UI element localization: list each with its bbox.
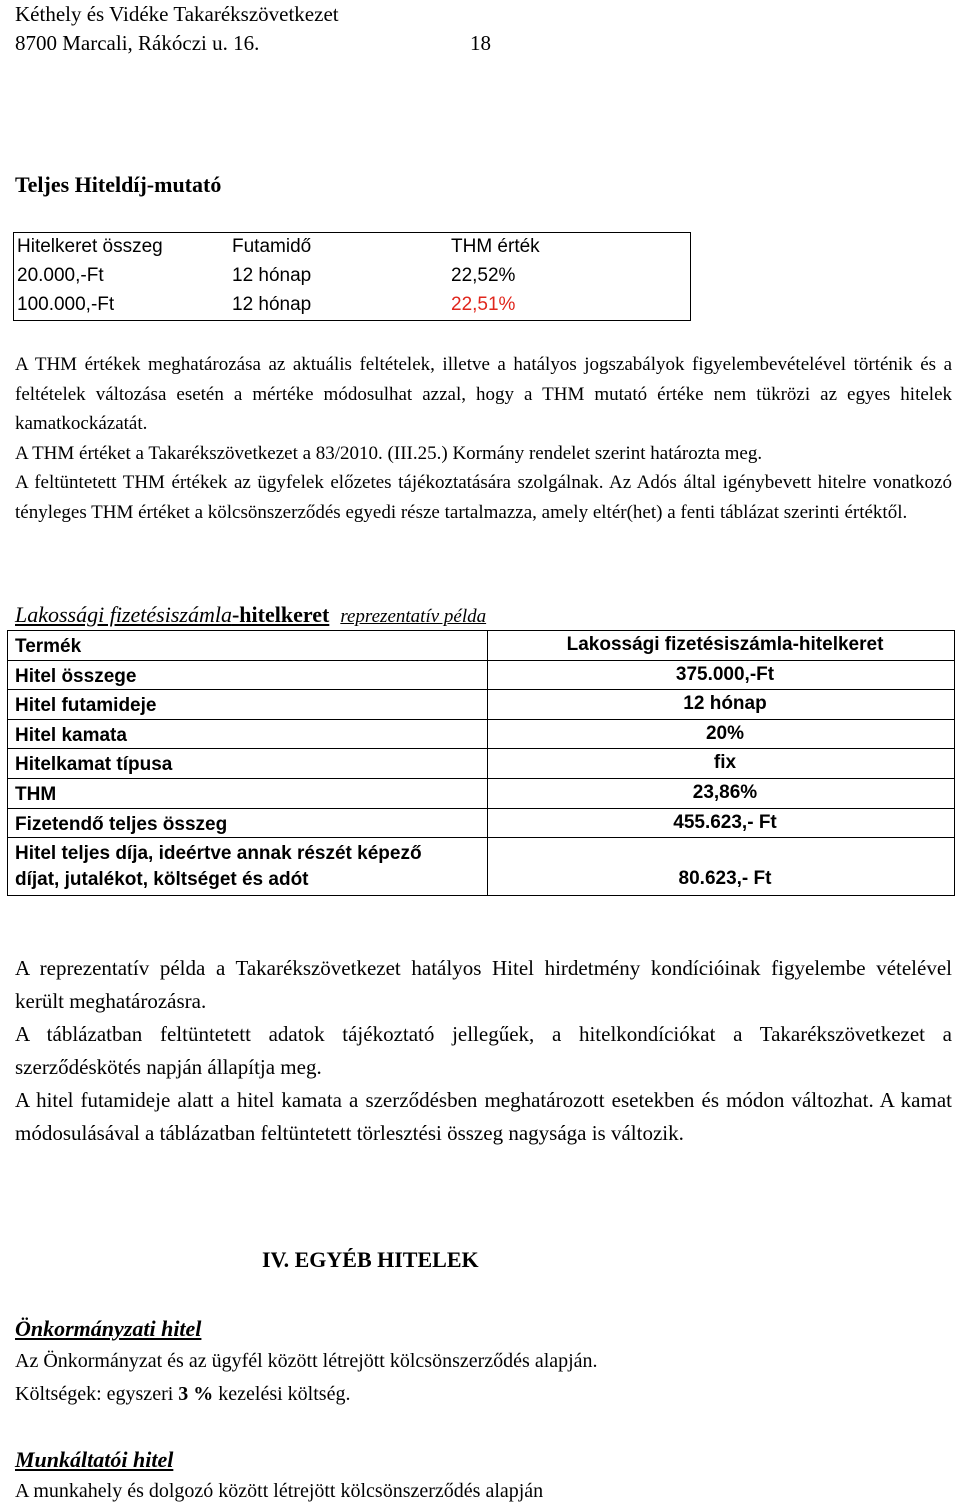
rep-value: 12 hónap <box>683 693 767 715</box>
table-row <box>8 809 954 839</box>
thm-paragraph-2: A THM értéket a Takarékszövetkezet a 83/2010. (III.25.) Kormány rendelet szerint határozta meg. <box>15 443 763 464</box>
rep-label: Hitelkamat típusa <box>15 754 173 776</box>
rep-title-c: reprezentatív példa <box>340 606 487 627</box>
onk-line-2 <box>15 1383 350 1406</box>
rep-label: THM <box>15 783 57 805</box>
rep-label: Hitel futamideje <box>15 695 157 717</box>
table-row <box>8 690 954 720</box>
table-row <box>8 631 954 661</box>
onk-line-2-pre: Költségek: egyszeri <box>15 1383 179 1405</box>
table-row <box>14 262 690 291</box>
mun-title: Munkáltatói hitel <box>15 1447 174 1472</box>
thm-cell-value: 22,52% <box>451 265 516 286</box>
rep-table <box>7 630 955 896</box>
rep-label: Hitel összege <box>15 665 137 687</box>
table-row <box>14 291 690 320</box>
rep-label: Hitel kamata <box>15 724 127 746</box>
table-row <box>8 779 954 809</box>
thm-paragraph-3: A feltüntetett THM értékek az ügyfelek előzetes tájékoztatására szolgálnak. Az Adós által igénybevett hitelre vonatkozó tényleges THM értéket a kölcsönszerződés egyedi része tartalmazza, amely eltér(het) a fenti táblázat szerinti értéktől. <box>15 472 952 523</box>
rep-label: Fizetendő teljes összeg <box>15 813 228 835</box>
rep-title-a: Lakossági fizetésiszámla <box>15 602 232 627</box>
rep-label-line1: Hitel teljes díja, ideértve annak részét képező <box>15 843 422 865</box>
rep-value: 375.000,-Ft <box>675 663 775 685</box>
mun-line-1: A munkahely és dolgozó között létrejött kölcsönszerződés alapján <box>15 1480 544 1502</box>
rep-value: Lakossági fizetésiszámla-hitelkeret <box>566 634 884 655</box>
onk-title: Önkormányzati hitel <box>15 1316 202 1341</box>
thm-cell-amount: 20.000,-Ft <box>17 265 104 286</box>
table-row <box>8 838 954 895</box>
rep-label <box>15 841 422 893</box>
table-row <box>8 661 954 691</box>
thm-paragraph-1: A THM értékek meghatározása az aktuális feltételek, illetve a hatályos jogszabályok figyelembevételével történik és a feltételek változása esetén a mértéke módosulhat azzal, hogy a THM mutató értéke nem tükrözi az egyes hitelek kamatkockázatát. <box>15 354 952 434</box>
thm-cell-amount: 100.000,-Ft <box>17 294 115 315</box>
thm-title: Teljes Hiteldíj-mutató <box>15 172 222 197</box>
rep-title <box>15 602 486 628</box>
rep-value: 23,86% <box>692 781 758 803</box>
rep-label-line2: díjat, jutalékot, költséget és adót <box>15 869 309 891</box>
section-heading: IV. EGYÉB HITELEK <box>262 1247 479 1272</box>
thm-cell-value: 22,51% <box>451 294 516 315</box>
rep-value: 20% <box>705 722 745 744</box>
thm-col-term: Futamidő <box>232 236 312 257</box>
thm-cell-term: 12 hónap <box>232 265 312 286</box>
header-address: 8700 Marcali, Rákóczi u. 16. <box>15 31 260 55</box>
rep-paragraph-1: A reprezentatív példa a Takarékszövetkezet hatályos Hitel hirdetmény kondícióinak figyelembe vételével került meghatározásra. <box>15 956 952 1013</box>
thm-header-row <box>14 233 690 262</box>
table-row <box>8 749 954 779</box>
rep-value: 80.623,- Ft <box>678 868 772 890</box>
thm-col-amount: Hitelkeret összeg <box>17 236 163 257</box>
page-number: 18 <box>470 31 491 55</box>
rep-label: Termék <box>15 636 82 657</box>
onk-line-2-bold: 3 % <box>178 1383 214 1405</box>
thm-table <box>13 232 691 321</box>
rep-paragraph-2: A táblázatban feltüntetett adatok tájékoztató jellegűek, a hitelkondíciókat a Takarékszövetkezet a szerződéskötés napján állapítja meg. <box>15 1022 952 1079</box>
rep-title-b: -hitelkeret <box>231 602 330 627</box>
thm-col-value: THM érték <box>451 236 540 257</box>
thm-cell-term: 12 hónap <box>232 294 312 315</box>
rep-value: fix <box>713 752 737 774</box>
onk-line-1: Az Önkormányzat és az ügyfél között létrejött kölcsönszerződés alapján. <box>15 1350 598 1372</box>
rep-value: 455.623,- Ft <box>673 811 777 833</box>
header-org: Kéthely és Vidéke Takarékszövetkezet <box>15 2 339 26</box>
rep-paragraph-3: A hitel futamideje alatt a hitel kamata a szerződésben meghatározott esetekben és módon változhat. A kamat módosulásával a táblázatban feltüntetett törlesztési összeg nagysága is változik. <box>15 1088 952 1145</box>
onk-line-2-post: kezelési költség. <box>213 1383 351 1405</box>
table-row <box>8 720 954 750</box>
